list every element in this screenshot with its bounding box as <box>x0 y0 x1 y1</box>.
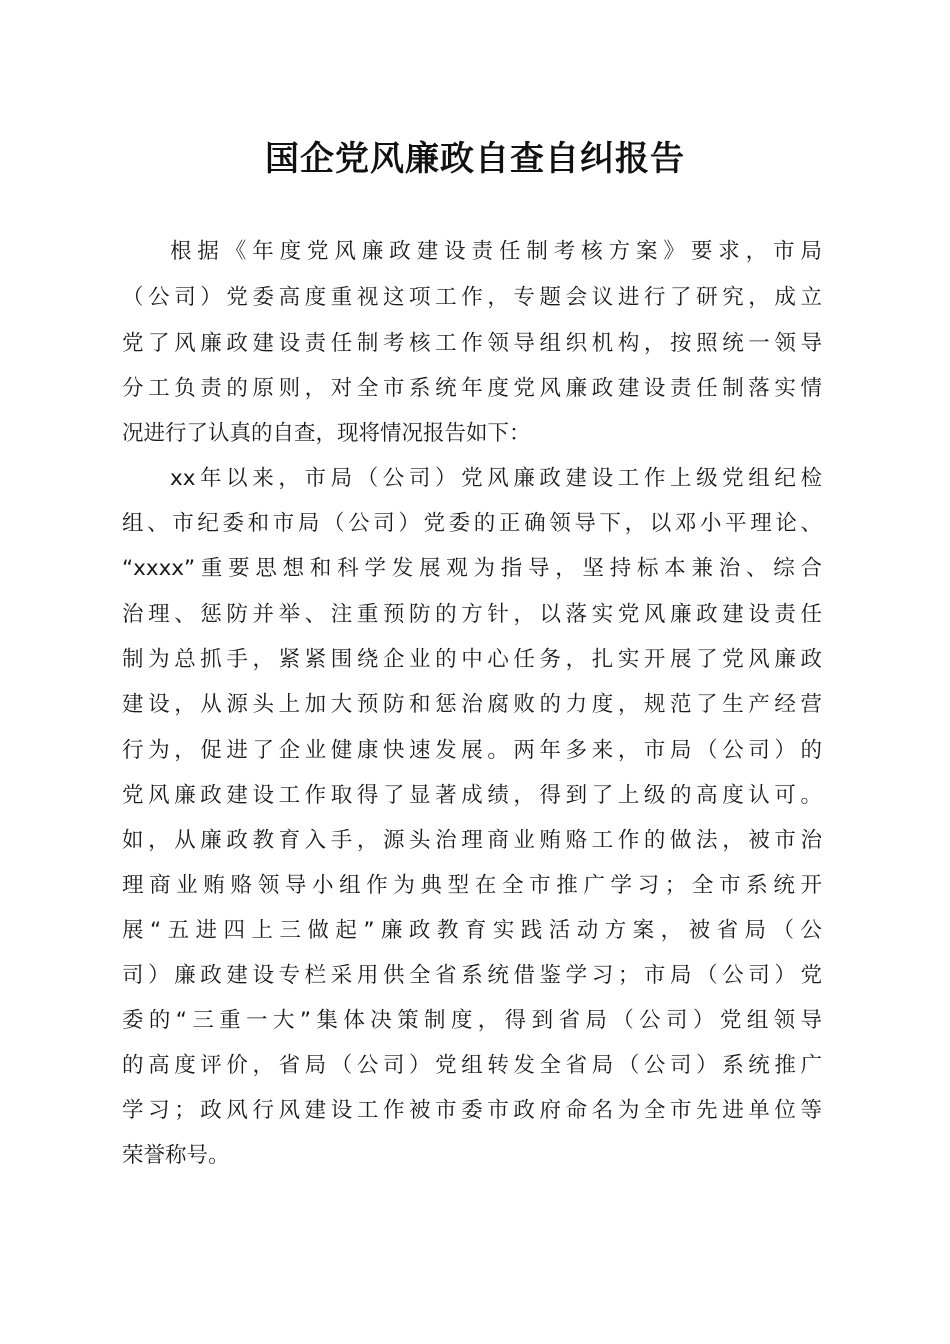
paragraph-2-line-14: 的高度评价，省局（公司）党组转发全省局（公司）系统推广 <box>122 1053 822 1078</box>
paragraph-1-line-4: 分工负责的原则，对全市系统年度党风廉政建设责任制落实情 <box>122 376 822 401</box>
paragraph-2-line-3: “xxxx”重要思想和科学发展观为指导，坚持标本兼治、综合 <box>122 556 822 581</box>
paragraph-2-line-9: 如，从廉政教育入手，源头治理商业贿赂工作的做法，被市治 <box>122 828 822 853</box>
paragraph-1-line-5: 况进行了认真的自查，现将情况报告如下： <box>122 421 531 446</box>
paragraph-2-line-15: 学习；政风行风建设工作被市委市政府命名为全市先进单位等 <box>122 1098 822 1123</box>
paragraph-2-line-16: 荣誉称号。 <box>122 1143 230 1168</box>
paragraph-1-line-2: （公司）党委高度重视这项工作，专题会议进行了研究，成立 <box>122 285 822 310</box>
paragraph-2-line-11: 展“五进四上三做起”廉政教育实践活动方案，被省局（公 <box>122 918 822 943</box>
paragraph-2-line-4: 治理、惩防并举、注重预防的方针，以落实党风廉政建设责任 <box>122 602 822 627</box>
paragraph-2-line-12: 司）廉政建设专栏采用供全省系统借鉴学习；市局（公司）党 <box>122 963 822 988</box>
paragraph-2-line-5: 制为总抓手，紧紧围绕企业的中心任务，扎实开展了党风廉政 <box>122 647 822 672</box>
paragraph-2-line-1: xx年以来，市局（公司）党风廉政建设工作上级党组纪检 <box>170 466 822 491</box>
paragraph-2-line-2: 组、市纪委和市局（公司）党委的正确领导下，以邓小平理论、 <box>122 511 822 536</box>
paragraph-2-line-7: 行为，促进了企业健康快速发展。两年多来，市局（公司）的 <box>122 738 822 763</box>
paragraph-2-line-10: 理商业贿赂领导小组作为典型在全市推广学习；全市系统开 <box>122 873 822 898</box>
paragraph-2-line-13: 委的“三重一大”集体决策制度，得到省局（公司）党组领导 <box>122 1008 822 1033</box>
document-title: 国企党风廉政自查自纠报告 <box>265 139 685 179</box>
paragraph-1-line-3: 党了风廉政建设责任制考核工作领导组织机构，按照统一领导 <box>122 331 822 356</box>
paragraph-2-line-6: 建设，从源头上加大预防和惩治腐败的力度，规范了生产经营 <box>122 692 822 717</box>
paragraph-2-line-8: 党风廉政建设工作取得了显著成绩，得到了上级的高度认可。 <box>122 783 822 808</box>
paragraph-1-line-1: 根据《年度党风廉政建设责任制考核方案》要求，市局 <box>170 239 822 264</box>
